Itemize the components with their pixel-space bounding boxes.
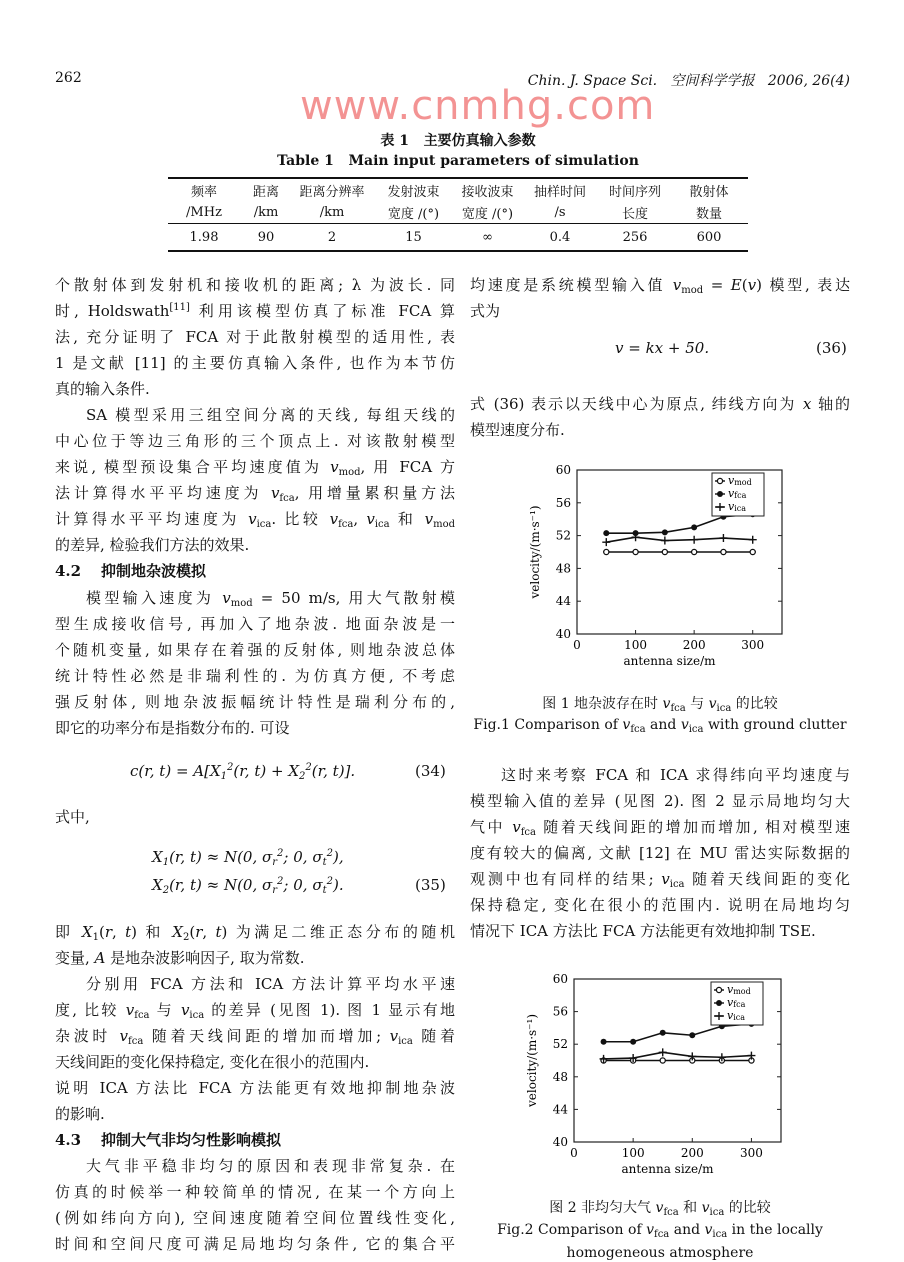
y-tick-label: 48 xyxy=(555,561,571,576)
table-header-cell: 发射波束 xyxy=(387,184,440,200)
text-line: 天线间距的变化保持稳定, 变化在很小的范围内. xyxy=(55,1053,370,1071)
data-point-v_mod xyxy=(662,549,667,554)
text-line: 模型输入速度为 $v_{mod} = 50$ m/s, 用大气散射模 xyxy=(86,589,455,609)
y-tick-label: 56 xyxy=(552,1004,568,1019)
text-line: 度, 比较 $v_{fca}$ 与 $v_{ica}$ 的差异 (见图 1). 图 1 显示有地 xyxy=(55,1001,456,1021)
y-tick-label: 40 xyxy=(552,1135,568,1149)
text-line: (例如纬向方向), 空间速度随着空间位置线性变化, xyxy=(55,1209,455,1227)
data-point-v_ica xyxy=(661,537,669,545)
text-line: 1 是文献 [11] 的主要仿真输入条件, 也作为本节仿 xyxy=(55,354,455,372)
text-line: 保持稳定, 变化在很小的范围内. 说明在局地均匀 xyxy=(470,896,850,914)
table-unit-cell: 长度 xyxy=(600,201,670,224)
text-line: 式为 xyxy=(470,302,501,320)
y-tick-label: 52 xyxy=(552,1037,568,1052)
table-unit-cell: /s xyxy=(520,201,600,224)
section-heading-4-2 xyxy=(55,558,455,585)
text-line: 杂波时 $v_{fca}$ 随着天线间距的增加而增加; $v_{ica}$ 随着 xyxy=(55,1027,455,1047)
data-point-v_ica xyxy=(690,536,698,544)
x-tick-label: 0 xyxy=(570,1146,578,1160)
table-header-cell: 时间序列 xyxy=(608,184,661,200)
data-point-v_ica xyxy=(659,1048,667,1056)
table-header-cell: 接收波束 xyxy=(461,184,514,200)
x-tick-label: 200 xyxy=(682,638,706,652)
x-tick-label: 100 xyxy=(624,638,648,652)
text-line: 这时来考察 FCA 和 ICA 求得纬向平均速度与 xyxy=(501,766,850,784)
x-tick-label: 300 xyxy=(739,1146,763,1160)
data-point-v_fca xyxy=(660,1030,666,1036)
x-tick-label: 200 xyxy=(680,1146,704,1160)
right-column-para3 xyxy=(470,762,850,944)
text-line: 仿真的时候举一种较简单的情况, 在某一个方向上 xyxy=(55,1183,455,1201)
text-line: 时间和空间尺度可满足局地均匀条件, 它的集合平 xyxy=(55,1235,455,1253)
data-point-v_ica xyxy=(602,538,610,546)
section-title: 抑制地杂波模拟 xyxy=(101,562,207,580)
y-tick-label: 60 xyxy=(555,463,571,477)
table-header-cell: 距离分辨率 xyxy=(299,184,365,200)
table-unit-cell: /MHz xyxy=(168,201,240,224)
x-axis-label: antenna size/m xyxy=(621,1162,714,1176)
y-tick-label: 44 xyxy=(552,1102,568,1117)
left-column-top xyxy=(55,272,455,741)
equation-number: (34) xyxy=(415,762,446,780)
figure-1-chart xyxy=(520,458,805,676)
text-line: 的差异, 检验我们方法的效果. xyxy=(55,536,250,554)
table-header-cell: 距离 xyxy=(252,184,279,200)
figure-2-caption-en: Fig.2 Comparison of $v_{fca}$ and $v_{ica}$ in the locally xyxy=(497,1222,823,1240)
equation-35b: $X_2(r$, t) ≈ N(0, $\sigma_r^2$; 0, $\sigma_t^2$). xyxy=(152,876,344,896)
table-unit-cell: /km xyxy=(240,201,292,224)
text-line: 度有较大的偏离, 文献 [12] 在 MU 雷达实际数据的 xyxy=(470,844,850,862)
series-line-v_ica xyxy=(604,1052,752,1059)
figure-1-caption-en: Fig.1 Comparison of $v_{fca}$ and $v_{ica}$ with ground clutter xyxy=(473,717,847,735)
text-line: 模型输入值的差异 (见图 2). 图 2 显示局地均匀大 xyxy=(470,792,850,810)
figure-2-chart xyxy=(520,963,805,1181)
y-tick-label: 56 xyxy=(555,495,571,510)
table-cell: ∞ xyxy=(482,229,493,245)
x-tick-label: 0 xyxy=(573,638,581,652)
table-cell: 2 xyxy=(327,229,337,245)
text-line: 大气非平稳非均匀的原因和表现非常复杂. 在 xyxy=(86,1157,455,1175)
text-line: 即它的功率分布是指数分布的. 可设 xyxy=(55,719,290,737)
table-title-cn: 表 1 主要仿真输入参数 xyxy=(380,133,536,149)
x-tick-label: 100 xyxy=(621,1146,645,1160)
text-line: 变量, A 是地杂波影响因子, 取为常数. xyxy=(55,949,305,967)
right-column-top xyxy=(470,272,850,324)
text-line: 气中 $v_{fca}$ 随着天线间距的增加而增加, 相对模型速 xyxy=(470,818,850,838)
equation-34: c(r, $t) = A[X_1^2(r$, $t) + X_2^2(r$, t)]. xyxy=(130,762,356,782)
legend-marker-v_fca xyxy=(716,1000,722,1006)
equation-number: (36) xyxy=(816,339,847,357)
table-cell: 1.98 xyxy=(189,229,219,245)
table-header-cell: 散射体 xyxy=(689,184,729,200)
legend-label-v_ica: vica xyxy=(727,1009,746,1022)
legend-label-v_mod: vmod xyxy=(727,983,751,996)
text-line: 即 $X_1(r$, t) 和 $X_2(r$, t) 为满足二维正态分布的随机 xyxy=(55,923,455,943)
text-line: 模型速度分布. xyxy=(470,421,565,439)
data-point-v_mod xyxy=(692,549,697,554)
data-point-v_fca xyxy=(630,1039,636,1045)
equation-35a: $X_1(r$, t) ≈ N(0, $\sigma_r^2$; 0, $\sigma_t^2$), xyxy=(152,848,344,868)
data-point-v_mod xyxy=(633,549,638,554)
right-column-para2 xyxy=(470,391,850,443)
table-unit-cell: 宽度 /(°) xyxy=(455,201,520,224)
page-number: 262 xyxy=(55,70,82,86)
series-line-v_fca xyxy=(606,514,752,533)
text-line: 真的输入条件. xyxy=(55,380,150,398)
table-cell: 15 xyxy=(405,229,422,245)
left-column-bottom xyxy=(55,919,455,1257)
text-line: 来说, 模型预设集合平均速度值为 $v_{mod}$, 用 FCA 方 xyxy=(55,458,455,478)
table-cell: 600 xyxy=(696,229,722,245)
text-line: 情况下 ICA 方法比 FCA 方法能更有效地抑制 TSE. xyxy=(470,922,816,940)
data-point-v_ica xyxy=(747,1052,755,1060)
y-tick-label: 40 xyxy=(555,627,571,641)
journal-header: Chin. J. Space Sci. 空间科学学报 2006, 26(4) xyxy=(527,73,850,89)
x-axis-label: antenna size/m xyxy=(623,654,716,668)
y-tick-label: 44 xyxy=(555,594,571,609)
data-point-v_ica xyxy=(632,533,640,541)
data-point-v_ica xyxy=(719,534,727,542)
legend-label-v_ica: vica xyxy=(728,500,747,513)
text-line: 分别用 FCA 方法和 ICA 方法计算平均水平速 xyxy=(86,975,455,993)
text-line: 法计算得水平平均速度为 $v_{fca}$, 用增量累积量方法 xyxy=(55,484,455,504)
text-line: 式 (36) 表示以天线中心为原点, 纬线方向为 x 轴的 xyxy=(470,395,850,413)
section-heading-4-3 xyxy=(55,1127,455,1153)
table-row xyxy=(168,224,748,252)
x-tick-label: 300 xyxy=(741,638,765,652)
data-point-v_mod xyxy=(660,1058,665,1063)
data-point-v_fca xyxy=(662,529,668,535)
text-line: 计算得水平平均速度为 $v_{ica}$. 比较 $v_{fca}$, $v_{ica}$ 和 $v_{mod}$ xyxy=(55,510,456,530)
legend-marker-v_mod xyxy=(716,987,721,992)
text-line: 个随机变量, 如果存在着强的反射体, 则地杂波总体 xyxy=(55,641,455,659)
text-line: 中心位于等边三角形的三个顶点上. 对该散射模型 xyxy=(55,432,455,450)
data-point-v_ica xyxy=(749,536,757,544)
text-line: 说明 ICA 方法比 FCA 方法能更有效地抑制地杂波 xyxy=(55,1079,455,1097)
table-cell: 90 xyxy=(257,229,275,245)
text-line: 个散射体到发射机和接收机的距离; λ 为波长. 同 xyxy=(55,276,455,294)
table-header-cell: 频率 xyxy=(190,184,217,200)
data-point-v_mod xyxy=(750,549,755,554)
table-title-en: Table 1 Main input parameters of simulation xyxy=(277,153,639,169)
data-point-v_mod xyxy=(721,549,726,554)
text-line: 的影响. xyxy=(55,1105,105,1123)
legend-marker-v_mod xyxy=(717,478,722,483)
data-point-v_fca xyxy=(689,1032,695,1038)
parameters-table xyxy=(168,177,748,252)
equation-36: v = kx + 50. xyxy=(615,339,710,357)
text-line: 观测中也有同样的结果; $v_{ica}$ 随着天线间距的变化 xyxy=(470,870,850,890)
y-tick-label: 52 xyxy=(555,528,571,543)
table-cell: 0.4 xyxy=(549,229,571,245)
table-unit-cell: 数量 xyxy=(670,201,748,224)
text-line: 式中, xyxy=(55,808,90,826)
table-cell: 256 xyxy=(622,229,648,245)
table-header-row xyxy=(168,201,748,224)
legend-marker-v_fca xyxy=(717,491,723,497)
equation-number: (35) xyxy=(415,876,446,894)
table-header-row xyxy=(168,178,748,201)
section-number: 4.2 xyxy=(55,562,82,580)
text-line: 法, 充分证明了 FCA 对于此散射模型的适用性, 表 xyxy=(55,328,455,346)
table-unit-cell: 宽度 /(°) xyxy=(372,201,455,224)
legend-label-v_fca: vfca xyxy=(727,996,746,1009)
figure-1-caption-cn: 图 1 地杂波存在时 $v_{fca}$ 与 $v_{ica}$ 的比较 xyxy=(542,696,778,714)
data-point-v_fca xyxy=(601,1039,607,1045)
watermark: www.cnmhg.com xyxy=(300,83,656,129)
table-unit-cell: /km xyxy=(292,201,372,224)
y-axis-label: velocity/(m·s⁻¹) xyxy=(525,1013,539,1108)
data-point-v_fca xyxy=(691,524,697,530)
legend-label-v_fca: vfca xyxy=(728,487,747,500)
section-title: 抑制大气非均匀性影响模拟 xyxy=(101,1131,282,1149)
text-line: 均速度是系统模型输入值 $v_{mod} = E(v)$ 模型, 表达 xyxy=(470,276,850,296)
data-point-v_mod xyxy=(604,549,609,554)
y-tick-label: 60 xyxy=(552,972,568,986)
text-line: 时, Holdswath[11] 利用该模型仿真了标准 FCA 算 xyxy=(55,302,456,320)
y-tick-label: 48 xyxy=(552,1069,568,1084)
text-line: SA 模型采用三组空间分离的天线, 每组天线的 xyxy=(86,406,455,424)
text-line: 型生成接收信号, 再加入了地杂波. 地面杂波是一 xyxy=(55,615,455,633)
legend-label-v_mod: vmod xyxy=(728,474,752,487)
section-number: 4.3 xyxy=(55,1131,82,1149)
y-axis-label: velocity/(m·s⁻¹) xyxy=(528,505,542,599)
text-line: 统计特性必然是非瑞利性的. 为仿真方便, 不考虑 xyxy=(55,667,455,685)
table-header-cell: 抽样时间 xyxy=(533,184,586,200)
figure-2-caption-cn: 图 2 非均匀大气 $v_{fca}$ 和 $v_{ica}$ 的比较 xyxy=(549,1200,771,1218)
text-line: 强反射体, 则地杂波振幅统计特性是瑞利分布的, xyxy=(55,693,455,711)
figure-2-caption-en-cont: homogeneous atmosphere xyxy=(566,1245,754,1261)
series-line-v_ica xyxy=(606,537,752,542)
series-line-v_fca xyxy=(604,1024,752,1042)
data-point-v_fca xyxy=(603,530,609,536)
